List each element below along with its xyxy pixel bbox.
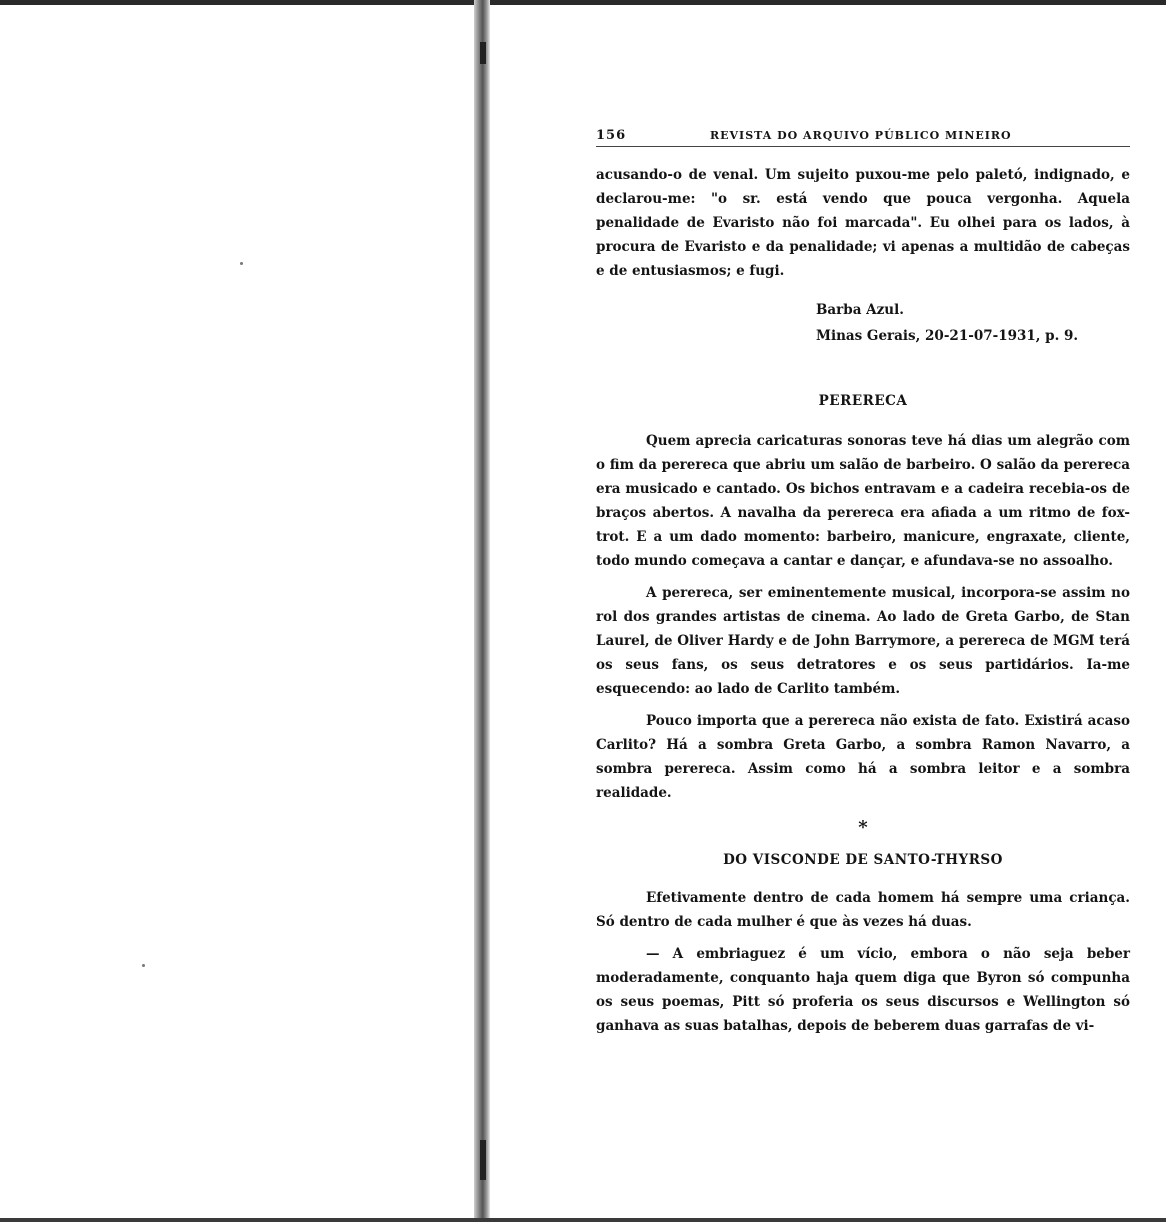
paragraph: A perereca, ser eminentemente musical, incorpora-se assim no rol dos grandes artistas de cinema. Ao lado de Greta Garbo, de Stan Laurel, de Oliver Hardy e de John Barrymore, a perereca de MGM terá os seus fans, os seus detratores e os seus partidários. Ia-me esquecendo: ao lado de Carlito também. <box>596 585 1130 697</box>
gutter-mark-top <box>480 42 486 64</box>
section-separator: * <box>858 817 868 838</box>
signature-author: Barba Azul. <box>816 302 904 318</box>
section-title-visconde: DO VISCONDE DE SANTO-THYRSO <box>723 852 1003 868</box>
scan-bottom-border <box>0 1218 1166 1222</box>
signature-block <box>596 297 1130 349</box>
paragraph: — A embriaguez é um vício, embora o não seja beber moderadamente, conquanto haja quem diga que Byron só compunha os seus poemas, Pitt só proferia os seus discursos e Wellington só ganhava as suas batalhas, depois de beberem duas garrafas de vi- <box>596 946 1130 1034</box>
section-title-pereca: PERERECA <box>818 393 908 409</box>
intro-paragraph: acusando-o de venal. Um sujeito puxou-me pelo paletó, indignado, e declarou-me: "o sr. está vendo que pouca vergonha. Aquela penalidade de Evaristo não foi marcada". Eu olhei para os lados, à procura de Evaristo e da penalidade; vi apenas a multidão de cabeças e de entusiasmos; e fugi. <box>596 167 1130 279</box>
scan-speck <box>142 964 145 967</box>
paragraph: Quem aprecia caricaturas sonoras teve há dias um alegrão com o fim da perereca que abriu um salão de barbeiro. O salão da perereca era musicado e cantado. Os bichos entravam e a cadeira recebia-os de braços abertos. A navalha da perereca era afiada a um ritmo de fox-trot. E a um dado momento: barbeiro, manicure, engraxate, cliente, todo mundo começava a cantar e dançar, e afundava-se no assoalho. <box>596 433 1130 569</box>
journal-title: REVISTA DO ARQUIVO PÚBLICO MINEIRO <box>710 129 1012 142</box>
gutter-mark-bottom <box>480 1140 486 1180</box>
right-page <box>596 128 1130 1038</box>
book-gutter <box>474 0 490 1222</box>
signature-source: Minas Gerais, 20-21-07-1931, p. 9. <box>816 328 1079 344</box>
scan-top-border <box>0 0 1166 5</box>
paragraph: Efetivamente dentro de cada homem há sempre uma criança. Só dentro de cada mulher é que às vezes há duas. <box>596 890 1130 930</box>
scan-speck <box>240 262 243 265</box>
running-head <box>596 128 1130 147</box>
paragraph: Pouco importa que a perereca não exista de fato. Existirá acaso Carlito? Há a sombra Greta Garbo, a sombra Ramon Navarro, a sombra perereca. Assim como há a sombra leitor e a sombra realidade. <box>596 713 1130 801</box>
page-number: 156 <box>596 128 627 143</box>
